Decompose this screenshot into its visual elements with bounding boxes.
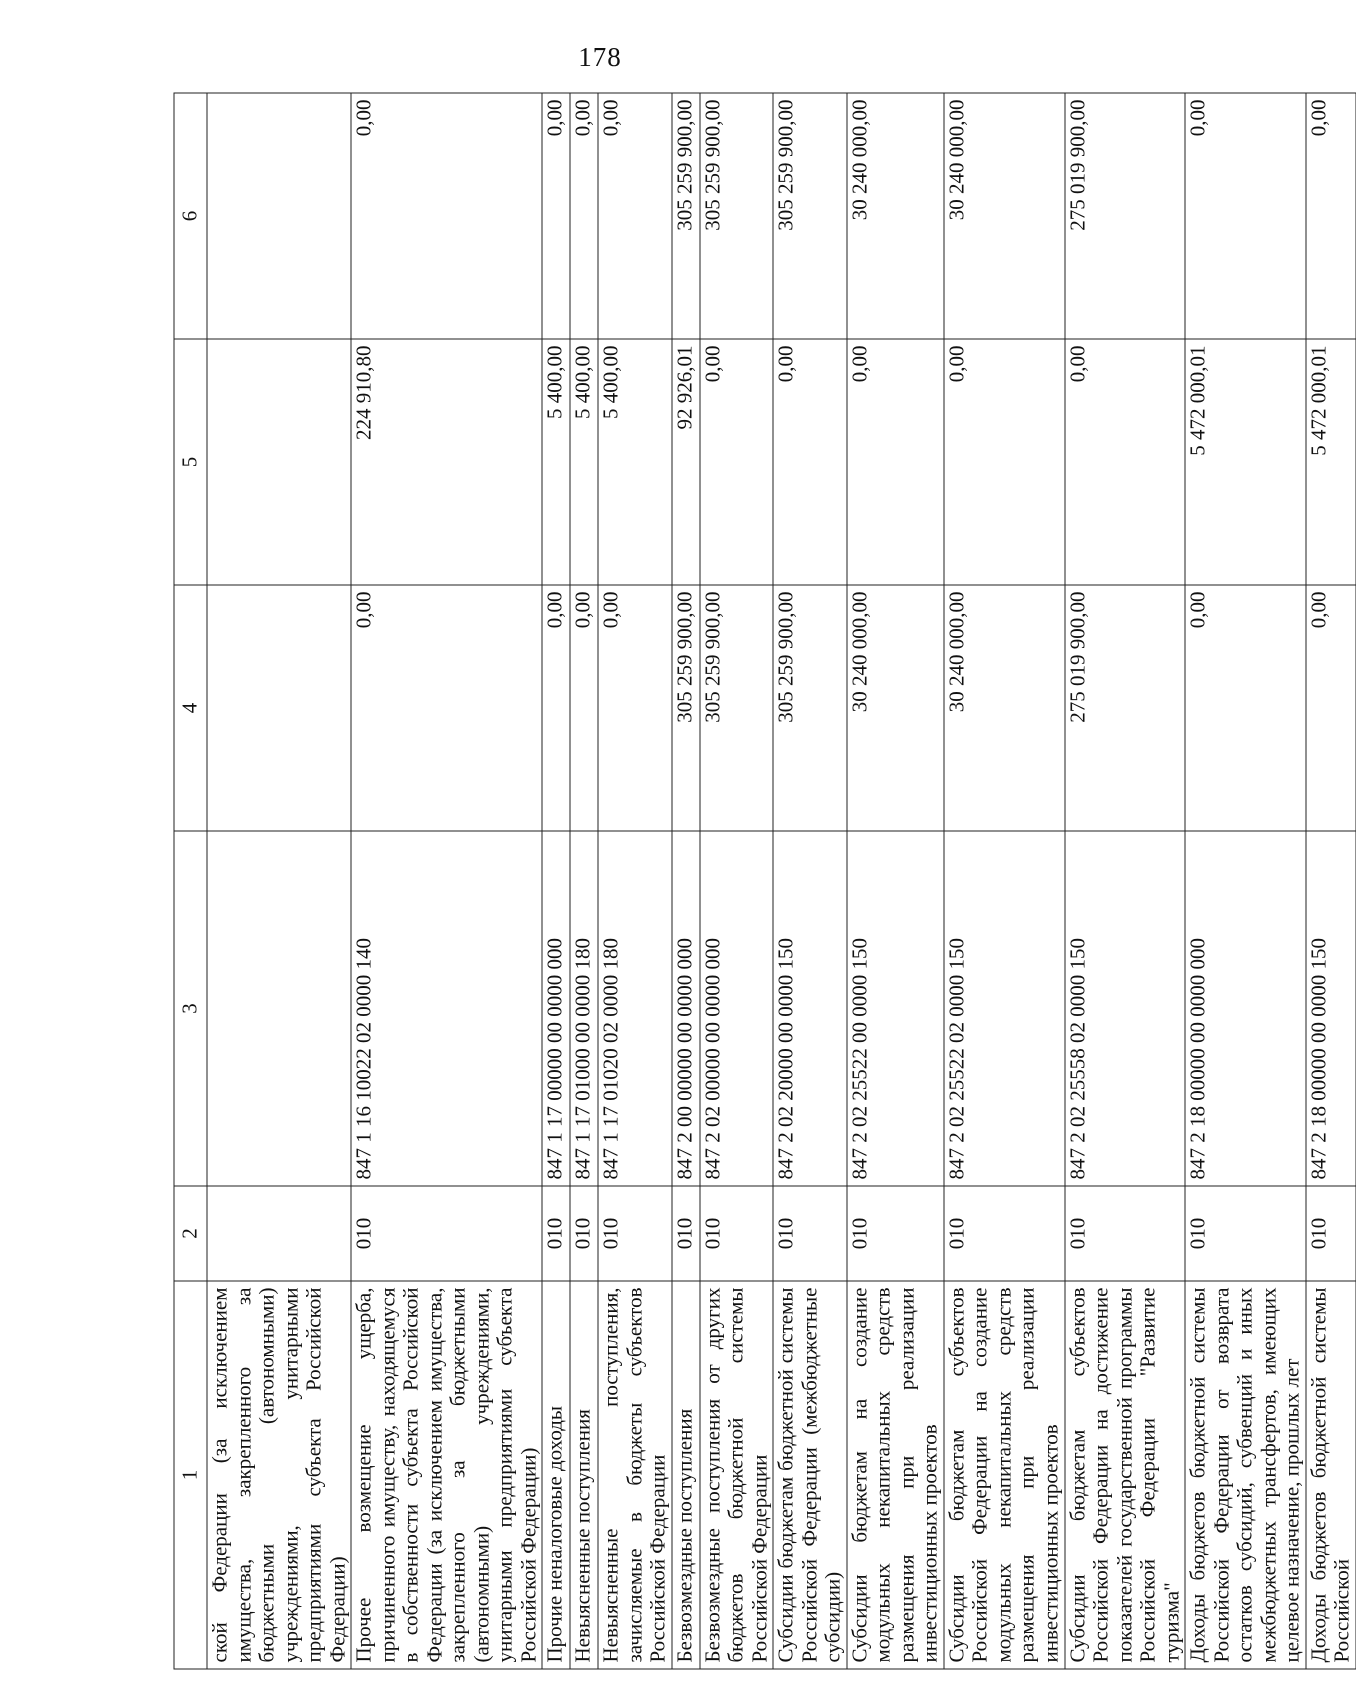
row-name: Невыясненные поступления, зачисляемые в бюджеты субъектов Российской Федерации bbox=[598, 1281, 672, 1669]
row-col5-value: 5 400,00 bbox=[542, 339, 570, 585]
table-row bbox=[570, 93, 598, 1669]
row-name: ской Федерации (за исключением имущества, закрепленного за бюджетными (автономными) учреждениями, унитарными предприятиями субъекта Российской Федерации) bbox=[207, 1281, 351, 1669]
row-name: Безвозмездные поступления bbox=[671, 1281, 699, 1669]
table-row bbox=[699, 93, 773, 1669]
page-number: 178 bbox=[578, 42, 622, 72]
row-admin-code: 010 bbox=[570, 1186, 598, 1281]
row-col4-value: 0,00 bbox=[598, 585, 672, 831]
row-kbk-code: 847 1 17 01020 02 0000 180 bbox=[598, 831, 672, 1186]
row-col6-value: 0,00 bbox=[1185, 93, 1306, 339]
column-header: 5 bbox=[174, 339, 207, 585]
row-name: Субсидии бюджетам бюджетной системы Российской Федерации (межбюджетные субсидии) bbox=[773, 1281, 847, 1669]
row-kbk-code: 847 2 02 00000 00 0000 000 bbox=[699, 831, 773, 1186]
row-col4-value: 30 240 000,00 bbox=[846, 585, 943, 831]
row-col6-value: 0,00 bbox=[570, 93, 598, 339]
row-col5-value: 5 472 000,01 bbox=[1305, 339, 1355, 585]
row-kbk-code bbox=[207, 831, 351, 1186]
row-col5-value bbox=[207, 339, 351, 585]
column-header: 2 bbox=[174, 1186, 207, 1281]
column-header: 3 bbox=[174, 831, 207, 1186]
row-col4-value: 0,00 bbox=[1185, 585, 1306, 831]
row-admin-code: 010 bbox=[671, 1186, 699, 1281]
row-admin-code: 010 bbox=[598, 1186, 672, 1281]
row-col6-value: 305 259 900,00 bbox=[671, 93, 699, 339]
row-col5-value: 5 400,00 bbox=[598, 339, 672, 585]
row-kbk-code: 847 1 16 10022 02 0000 140 bbox=[351, 831, 542, 1186]
row-col6-value: 275 019 900,00 bbox=[1064, 93, 1185, 339]
row-col6-value: 305 259 900,00 bbox=[699, 93, 773, 339]
row-kbk-code: 847 1 17 00000 00 0000 000 bbox=[542, 831, 570, 1186]
row-col4-value: 275 019 900,00 bbox=[1064, 585, 1185, 831]
row-col4-value: 0,00 bbox=[351, 585, 542, 831]
column-header: 1 bbox=[174, 1281, 207, 1669]
table-row bbox=[351, 93, 542, 1669]
row-col4-value: 305 259 900,00 bbox=[773, 585, 847, 831]
row-col6-value: 30 240 000,00 bbox=[846, 93, 943, 339]
row-kbk-code: 847 2 02 20000 00 0000 150 bbox=[773, 831, 847, 1186]
table-header-row bbox=[174, 93, 207, 1669]
row-admin-code: 010 bbox=[1064, 1186, 1185, 1281]
row-col4-value: 0,00 bbox=[570, 585, 598, 831]
row-name: Невыясненные поступления bbox=[570, 1281, 598, 1669]
row-col6-value: 0,00 bbox=[351, 93, 542, 339]
table-row bbox=[542, 93, 570, 1669]
row-admin-code bbox=[207, 1186, 351, 1281]
row-col5-value: 5 400,00 bbox=[570, 339, 598, 585]
row-col5-value: 0,00 bbox=[1064, 339, 1185, 585]
row-col4-value: 0,00 bbox=[1305, 585, 1355, 831]
row-kbk-code: 847 2 02 25558 02 0000 150 bbox=[1064, 831, 1185, 1186]
row-admin-code: 010 bbox=[351, 1186, 542, 1281]
row-col5-value: 5 472 000,01 bbox=[1185, 339, 1306, 585]
row-col5-value: 0,00 bbox=[699, 339, 773, 585]
table-row bbox=[846, 93, 943, 1669]
row-name: Субсидии бюджетам субъектов Российской Федерации на достижение показателей государственной программы Российской Федерации "Развитие туризма" bbox=[1064, 1281, 1185, 1669]
row-col4-value: 305 259 900,00 bbox=[671, 585, 699, 831]
row-kbk-code: 847 2 18 00000 00 0000 150 bbox=[1305, 831, 1355, 1186]
row-kbk-code: 847 2 18 00000 00 0000 000 bbox=[1185, 831, 1306, 1186]
rotated-table-wrapper bbox=[173, 93, 1354, 1669]
column-header: 4 bbox=[174, 585, 207, 831]
row-name: Доходы бюджетов бюджетной системы Российской bbox=[1305, 1281, 1355, 1669]
column-header: 6 bbox=[174, 93, 207, 339]
row-name: Безвозмездные поступления от других бюджетов бюджетной системы Российской Федерации bbox=[699, 1281, 773, 1669]
row-admin-code: 010 bbox=[542, 1186, 570, 1281]
table-row bbox=[773, 93, 847, 1669]
row-col6-value: 0,00 bbox=[598, 93, 672, 339]
row-col4-value: 0,00 bbox=[542, 585, 570, 831]
row-col5-value: 0,00 bbox=[773, 339, 847, 585]
table-row bbox=[943, 93, 1064, 1669]
row-name: Прочее возмещение ущерба, причиненного имуществу, находящемуся в собственности субъекта Российской Федерации (за исключением имущества, закрепленного за бюджетными (автономными) учреждениями, унитарными предприятиями субъекта Российской Федерации) bbox=[351, 1281, 542, 1669]
row-kbk-code: 847 2 00 00000 00 0000 000 bbox=[671, 831, 699, 1186]
row-col4-value: 305 259 900,00 bbox=[699, 585, 773, 831]
row-name: Доходы бюджетов бюджетной системы Российской Федерации от возврата остатков субсидий, субвенций и иных межбюджетных трансфертов, имеющих целевое назначение, прошлых лет bbox=[1185, 1281, 1306, 1669]
row-name: Субсидии бюджетам субъектов Российской Федерации на создание модульных некапитальных средств размещения при реализации инвестиционных проектов bbox=[943, 1281, 1064, 1669]
row-admin-code: 010 bbox=[699, 1186, 773, 1281]
table-row bbox=[671, 93, 699, 1669]
row-col5-value: 0,00 bbox=[846, 339, 943, 585]
row-col6-value: 0,00 bbox=[1305, 93, 1355, 339]
row-name: Прочие неналоговые доходы bbox=[542, 1281, 570, 1669]
row-col6-value bbox=[207, 93, 351, 339]
row-col6-value: 0,00 bbox=[542, 93, 570, 339]
revenue-table bbox=[173, 92, 1356, 1669]
row-col4-value bbox=[207, 585, 351, 831]
row-admin-code: 010 bbox=[1185, 1186, 1306, 1281]
row-kbk-code: 847 1 17 01000 00 0000 180 bbox=[570, 831, 598, 1186]
row-kbk-code: 847 2 02 25522 00 0000 150 bbox=[846, 831, 943, 1186]
table-row bbox=[1305, 93, 1355, 1669]
table-row bbox=[598, 93, 672, 1669]
row-admin-code: 010 bbox=[773, 1186, 847, 1281]
row-name: Субсидии бюджетам на создание модульных некапитальных средств размещения при реализации инвестиционных проектов bbox=[846, 1281, 943, 1669]
row-admin-code: 010 bbox=[943, 1186, 1064, 1281]
row-col5-value: 92 926,01 bbox=[671, 339, 699, 585]
row-col4-value: 30 240 000,00 bbox=[943, 585, 1064, 831]
row-col5-value: 224 910,80 bbox=[351, 339, 542, 585]
row-col6-value: 30 240 000,00 bbox=[943, 93, 1064, 339]
row-col6-value: 305 259 900,00 bbox=[773, 93, 847, 339]
table-row bbox=[207, 93, 351, 1669]
row-kbk-code: 847 2 02 25522 02 0000 150 bbox=[943, 831, 1064, 1186]
row-col5-value: 0,00 bbox=[943, 339, 1064, 585]
table-row bbox=[1064, 93, 1185, 1669]
row-admin-code: 010 bbox=[846, 1186, 943, 1281]
row-admin-code: 010 bbox=[1305, 1186, 1355, 1281]
table-row bbox=[1185, 93, 1306, 1669]
